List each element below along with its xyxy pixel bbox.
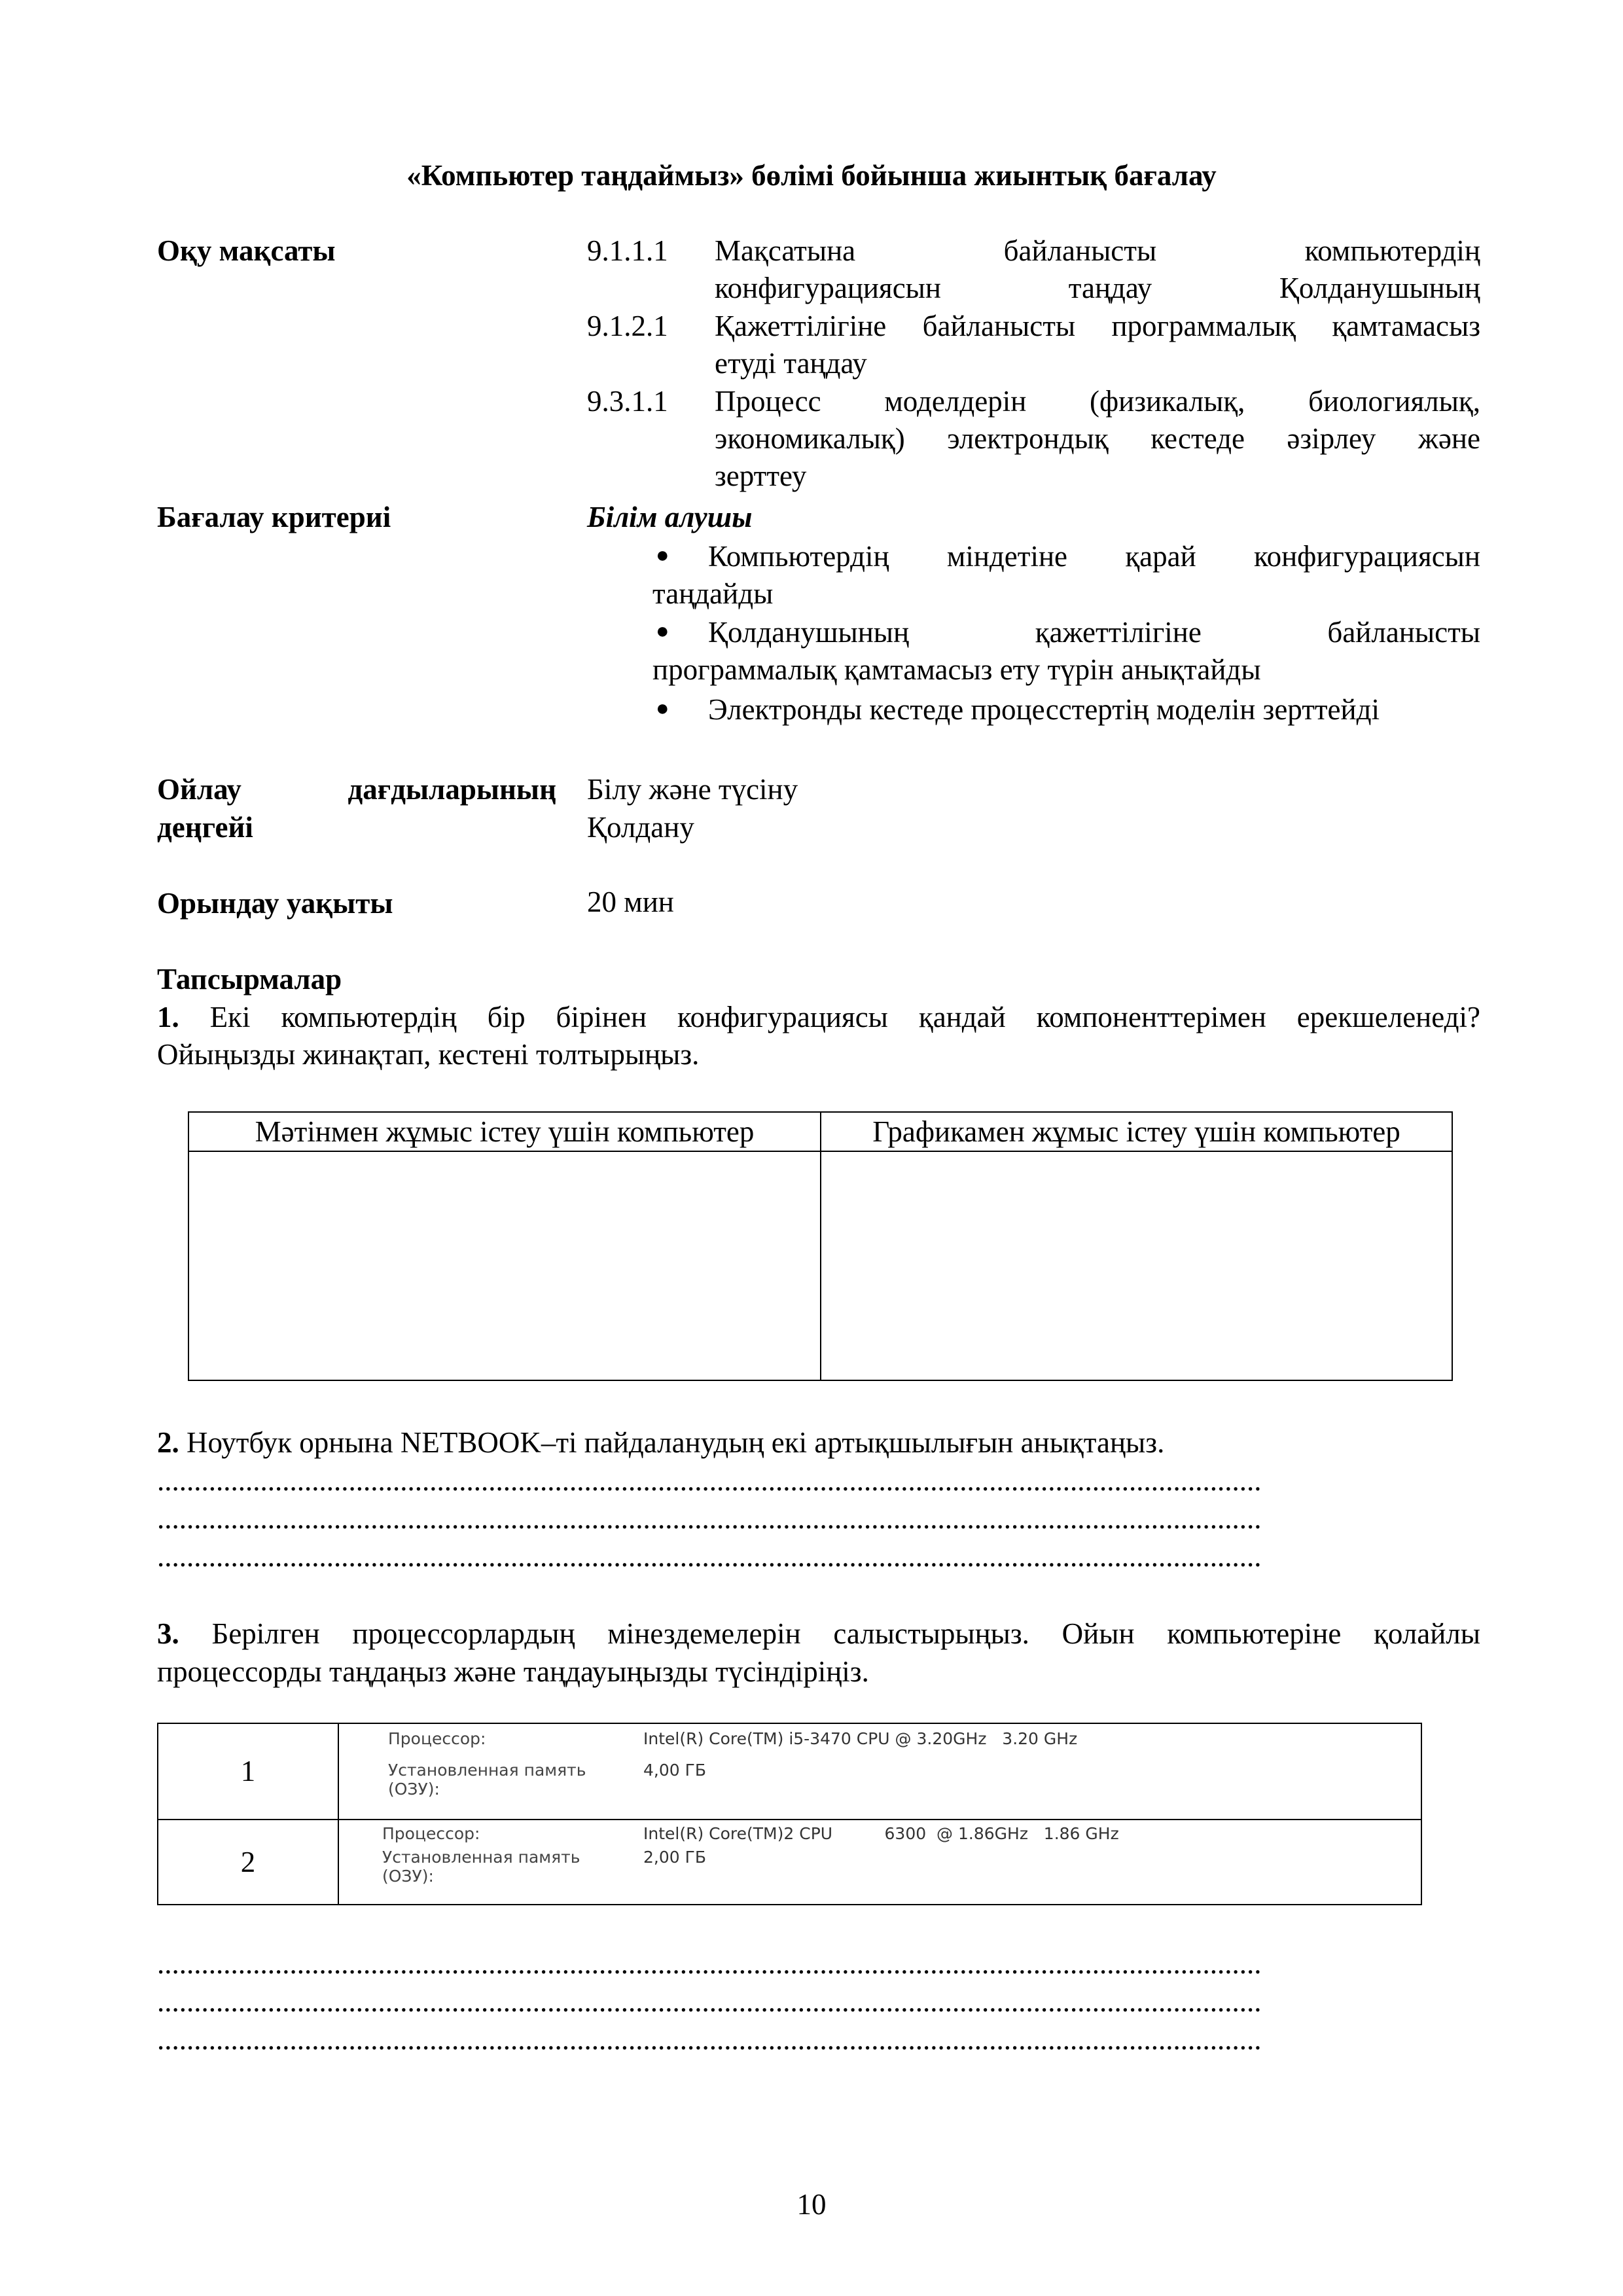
task2-text — [157, 1424, 1480, 1462]
time-value: 20 мин — [587, 886, 674, 918]
criteria-item: Компьютердің міндетіне қарай конфигурациясын — [708, 540, 1480, 573]
row-number: 2 — [158, 1820, 338, 1905]
bullet-icon: ● — [656, 619, 669, 643]
proc-value: Intel(R) Core(TM)2 CPU 6300 @ 1.86GHz 1.86 GHz — [643, 1824, 1119, 1843]
objectives-label: Оқу мақсаты — [157, 234, 336, 267]
objective-code: 9.1.1.1 — [587, 234, 668, 267]
answer-cell[interactable] — [188, 1151, 821, 1380]
mem-value: 4,00 ГБ — [643, 1761, 707, 1780]
thinking-label: Ойлау дағдыларының — [157, 773, 556, 806]
criteria-item: таңдайды — [652, 577, 774, 610]
objective-text: зерттеу — [715, 459, 807, 492]
thinking-label: деңгейі — [157, 811, 253, 844]
objective-text: конфигурациясын таңдау Қолданушының — [715, 272, 1480, 304]
thinking-value: Қолдану — [587, 811, 694, 844]
objective-code: 9.1.2.1 — [587, 310, 668, 342]
mem-value: 2,00 ГБ — [643, 1848, 707, 1867]
objective-text: Процесс моделдерін (физикалық, биологиялық, — [715, 385, 1480, 418]
objective-text: Мақсатына байланысты компьютердің — [715, 234, 1480, 267]
processor-table — [157, 1723, 1422, 1905]
objective-text: экономикалық) электрондық кестеде әзірлеу және — [715, 422, 1480, 455]
proc-value: Intel(R) Core(TM) i5-3470 CPU @ 3.20GHz 3.20 GHz — [643, 1729, 1078, 1748]
objective-text: етуді таңдау — [715, 347, 867, 380]
proc-label: Процессор: — [388, 1729, 486, 1748]
task2-line: Ноутбук орнына NETBOOK–ті пайдаланудың екі артықшылығын анықтаңыз. — [179, 1426, 1165, 1459]
proc-label: Процессор: — [382, 1824, 480, 1843]
mem-label: Установленная память — [382, 1848, 580, 1867]
task3-text: процессорды таңдаңыз және таңдауыңызды түсіндіріңіз. — [157, 1655, 869, 1688]
answer-line[interactable]: ...................................................................................................................................................... — [157, 1540, 1262, 1573]
mem-label: (ОЗУ): — [388, 1780, 440, 1799]
objective-code: 9.3.1.1 — [587, 385, 668, 418]
answer-line[interactable]: ...................................................................................................................................................... — [157, 1985, 1262, 2018]
page-title: «Компьютер таңдаймыз» бөлімі бойынша жиынтық бағалау — [406, 159, 1217, 192]
task2-number: 2. — [157, 1426, 179, 1459]
criteria-label: Бағалау критериі — [157, 501, 391, 533]
processor-screenshot — [338, 1820, 1421, 1905]
tasks-heading: Тапсырмалар — [157, 963, 342, 996]
page-number: 10 — [796, 2188, 827, 2221]
task1-table — [188, 1111, 1453, 1381]
criteria-item: Электронды кестеде процесстертің моделін зерттейді — [708, 693, 1380, 726]
criteria-item: программалық қамтамасыз ету түрін анықтайды — [652, 653, 1261, 686]
answer-line[interactable]: ...................................................................................................................................................... — [157, 1947, 1262, 1980]
criteria-item: Қолданушының қажеттілігіне байланысты — [708, 616, 1480, 649]
bullet-icon: ● — [656, 696, 669, 721]
answer-cell[interactable] — [821, 1151, 1452, 1380]
row-number: 1 — [158, 1723, 338, 1820]
answer-line[interactable]: ...................................................................................................................................................... — [157, 2023, 1262, 2056]
mem-label: Установленная память — [388, 1761, 586, 1780]
task3-line: Берілген процессорлардың мінездемелерін салыстырыңыз. Ойын компьютеріне қолайлы — [179, 1617, 1480, 1650]
answer-line[interactable]: ...................................................................................................................................................... — [157, 1464, 1262, 1497]
objective-text: Қажеттілігіне байланысты программалық қамтамасыз — [715, 310, 1480, 342]
bullet-icon: ● — [656, 543, 669, 567]
task3-number: 3. — [157, 1617, 179, 1650]
processor-screenshot — [338, 1723, 1421, 1820]
answer-line[interactable]: ...................................................................................................................................................... — [157, 1502, 1262, 1535]
task1-text: Ойыңызды жинақтап, кестені толтырыңыз. — [157, 1038, 700, 1071]
table-header-cell: Графикамен жұмыс істеу үшін компьютер — [821, 1112, 1452, 1151]
time-label: Орындау уақыты — [157, 887, 393, 920]
thinking-value: Білу және түсіну — [587, 773, 798, 806]
task3-text — [157, 1615, 1480, 1653]
task1-line: Екі компьютердің бір бірінен конфигурациясы қандай компоненттерімен ерекшеленеді? — [179, 1001, 1480, 1033]
table-header-cell: Мәтінмен жұмыс істеу үшін компьютер — [188, 1112, 821, 1151]
task1-number: 1. — [157, 1001, 179, 1033]
mem-label: (ОЗУ): — [382, 1867, 434, 1886]
criteria-heading: Білім алушы — [587, 501, 753, 533]
task1-text — [157, 999, 1480, 1036]
